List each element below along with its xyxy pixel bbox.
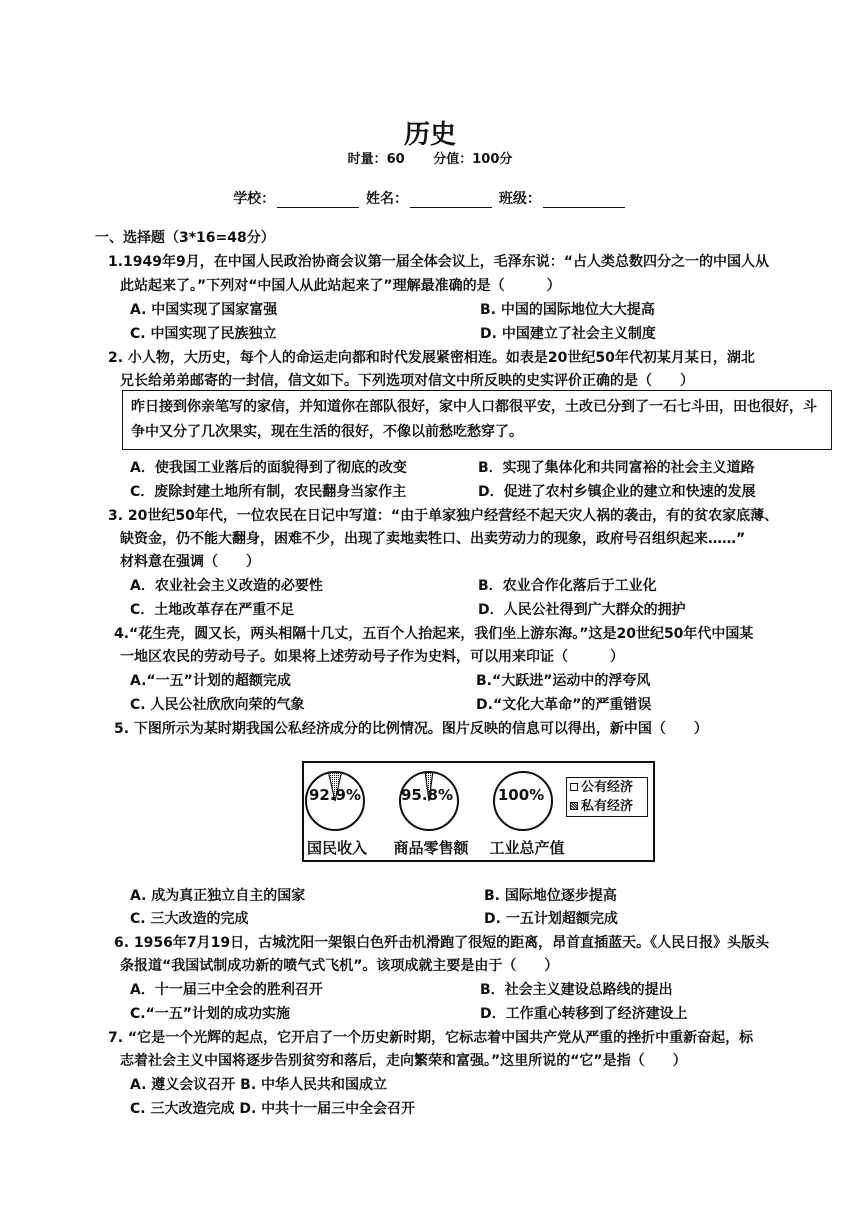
q4-stem-line1: 4.“花生壳，圆又长，两头相隔十几丈，五百个人抬起来，我们坐上游东海。”这是20世纪50年代中国某 <box>114 626 754 642</box>
q6-stem-line2: 条报道“我国试制成功新的喷气式飞机”。该项成就主要是由于（ ） <box>120 958 559 974</box>
q5-option-a: A. 成为真正独立自主的国家 <box>130 888 306 904</box>
q1-stem-line1: 1.1949年9月，在中国人民政治协商会议第一届全体会议上，毛泽东说：“占人类总数四分之一的中国人从 <box>108 254 769 270</box>
page-title: 历史 <box>403 120 456 150</box>
q2-option-a: A．使我国工业落后的面貌得到了彻底的改变 <box>130 460 407 476</box>
q6-option-b: B．社会主义建设总路线的提出 <box>480 982 673 998</box>
q4-option-a: A.“一五”计划的超额完成 <box>130 673 291 689</box>
q1-option-c: C. 中国实现了民族独立 <box>130 326 277 342</box>
q7-options-cd: C. 三大改造完成 D. 中共十一届三中全会召开 <box>130 1101 416 1117</box>
q2-stem-line1: 2. 小人物，大历史，每个人的命运走向都和时代发展紧密相连。如表是20世纪50年代初某月某日，湖北 <box>108 350 755 366</box>
pie-value-label-3: 100% <box>497 786 545 804</box>
legend-item-private <box>567 797 647 816</box>
q4-option-b: B.“大跃进”运动中的浮夸风 <box>476 673 651 689</box>
q2-option-c: C．废除封建土地所有制，农民翻身当家作主 <box>130 484 407 500</box>
class-label: 班级： <box>498 191 541 207</box>
q5-option-c: C. 三大改造的完成 <box>130 911 249 927</box>
q3-option-b: B．农业合作化落后于工业化 <box>478 578 657 594</box>
pie-category-label-1: 国民收入 <box>306 839 367 857</box>
q3-stem-line2: 缺资金，仍不能大翻身，困难不少，出现了卖地卖牲口、出卖劳动力的现象，政府号召组织起来……” <box>120 531 746 547</box>
q2-letter-box: 昨日接到你亲笔写的家信，并知道你在部队很好，家中人口都很平安，土改已分到了一石七斗田，田也很好，斗争中又分了几次果实，现在生活的很好，不像以前愁吃愁穿了。 <box>122 390 832 450</box>
legend-swatch-private <box>570 802 578 810</box>
legend-label-private: 私有经济 <box>581 799 634 814</box>
legend-label-public: 公有经济 <box>581 780 634 795</box>
q1-option-a: A. 中国实现了国家富强 <box>130 302 278 318</box>
q5-option-d: D. 一五计划超额完成 <box>484 911 618 927</box>
q5-stem-line1: 5. 下图所示为某时期我国公私经济成分的比例情况。图片反映的信息可以得出，新中国（ ） <box>114 721 708 737</box>
q6-option-a: A．十一届三中全会的胜利召开 <box>130 982 323 998</box>
q1-option-b: B. 中国的国际地位大大提高 <box>480 302 655 318</box>
exam-score: 分值：100分 <box>433 152 513 167</box>
q5-option-b: B. 国际地位逐步提高 <box>484 888 617 904</box>
q1-stem-line2: 此站起来了。”下列对“中国人从此站起来了”理解最准确的是（ ） <box>120 278 561 294</box>
legend-item-public <box>567 778 647 797</box>
q7-stem-line2: 志着社会主义中国将逐步告别贫穷和落后，走向繁荣和富强。”这里所说的“它”是指（ ） <box>120 1053 687 1069</box>
section-heading: 一、选择题（3*16=48分） <box>95 230 275 246</box>
legend-swatch-public <box>570 783 578 791</box>
q1-option-d: D. 中国建立了社会主义制度 <box>480 326 656 342</box>
school-label: 学校： <box>233 191 276 207</box>
q4-option-c: C. 人民公社欣欣向荣的气象 <box>130 697 305 713</box>
economy-pie-chart <box>302 761 655 862</box>
q7-options-ab: A. 遵义会议召开 B. 中华人民共和国成立 <box>130 1077 388 1093</box>
q3-stem-line1: 3. 20世纪50年代，一位农民在日记中写道：“由于单家独户经营经不起天灾人祸的袭击，有的贫农家底薄、 <box>108 508 779 524</box>
q3-stem-line3: 材料意在强调（ ） <box>120 554 260 570</box>
pie-category-label-3: 工业总产值 <box>489 839 565 857</box>
q3-option-a: A．农业社会主义改造的必要性 <box>130 578 323 594</box>
pie-value-label-2: 95.8% <box>400 786 454 804</box>
school-blank <box>277 193 359 208</box>
exam-time: 时量：60 <box>347 152 405 167</box>
student-info <box>0 188 860 208</box>
q3-option-c: C．土地改革存在严重不足 <box>130 602 295 618</box>
exam-meta <box>0 148 860 167</box>
chart-legend <box>566 777 648 817</box>
q3-option-d: D．人民公社得到广大群众的拥护 <box>478 602 686 618</box>
q2-stem-line2: 兄长给弟弟邮寄的一封信，信文如下。下列选项对信文中所反映的史实评价正确的是（ ） <box>120 373 694 389</box>
q2-option-b: B．实现了集体化和共同富裕的社会主义道路 <box>478 460 755 476</box>
name-label: 姓名： <box>366 191 408 207</box>
q4-option-d: D.“文化大革命”的严重错误 <box>476 697 652 713</box>
q7-stem-line1: 7. “它是一个光辉的起点，它开启了一个历史新时期，它标志着中国共产党从严重的挫折中重新奋起，标 <box>108 1030 754 1046</box>
pie-category-label-2: 商品零售额 <box>393 839 469 857</box>
pie-value-label-1: 92.9% <box>308 786 362 804</box>
name-blank <box>410 193 492 208</box>
q6-option-d: D．工作重心转移到了经济建设上 <box>480 1006 688 1022</box>
q4-stem-line2: 一地区农民的劳动号子。如果将上述劳动号子作为史料，可以用来印证（ ） <box>120 649 624 665</box>
q6-stem-line1: 6. 1956年7月19日，古城沈阳一架银白色歼击机滑跑了很短的距离，昂首直插蓝天。《人民日报》头版头 <box>114 935 770 951</box>
q2-option-d: D．促进了农村乡镇企业的建立和快速的发展 <box>478 484 756 500</box>
q6-option-c: C.“一五”计划的成功实施 <box>130 1006 290 1022</box>
class-blank <box>543 193 625 208</box>
